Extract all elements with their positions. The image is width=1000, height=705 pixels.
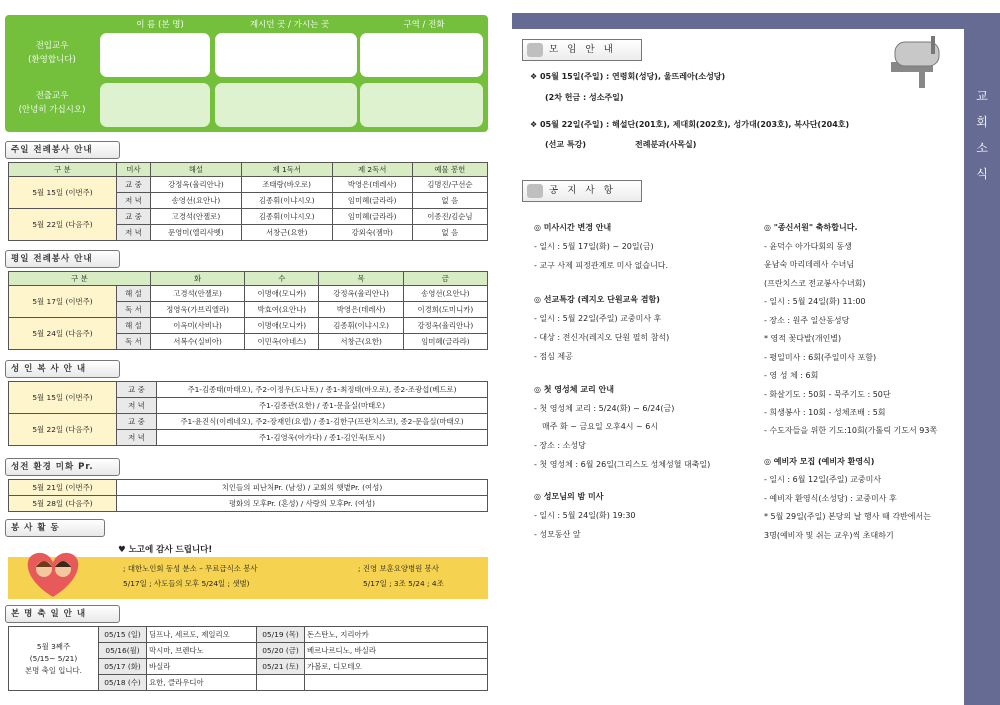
transfer-in-contact[interactable] xyxy=(360,33,483,77)
table-row: 05/17 (화) 바실라 05/21 (토) 가볼로, 디모테오 xyxy=(9,659,488,675)
table-row: 5월 28일 (다음주) 평화의 모후Pr. (혼성) / 사랑의 모후Pr. (여성) xyxy=(9,496,488,512)
col-header-name: 이 름 (본 명) xyxy=(136,20,184,30)
notice-section-title: 공 지 사 항 xyxy=(522,180,642,202)
adult-table xyxy=(8,479,488,512)
meeting-line4: (선교 특강) xyxy=(545,140,587,149)
table-row: 5월 21일 (이번주) 치인들의 피난처Pr. (남성) / 교회의 햇볕Pr. (여성) xyxy=(9,480,488,496)
transfer-in-label: 전입교우 (환영합니다) xyxy=(28,41,76,65)
sunday-section-title: 주일 전례봉사 안내 xyxy=(5,141,120,159)
altar-section-title: 성 인 복 사 안 내 xyxy=(5,360,120,378)
adult-section-title: 성전 환경 미화 Pr. xyxy=(5,458,120,476)
feast-week-label: 5월 3째주 (5/15~ 5/21) 본명 축일 입니다. xyxy=(9,627,99,691)
right-side-bar xyxy=(964,13,1000,705)
table-row: 저 녁 송영선(요안나) 김종휘(이냐시오) 임미혜(글라라) 없 음 xyxy=(9,193,488,209)
service-line2a: 5/17일 ; 사도들의 모후 5/24일 ; 샛별) xyxy=(123,579,250,588)
right-top-bar xyxy=(512,13,1000,29)
altar-table xyxy=(8,381,488,446)
service-banner xyxy=(8,541,488,599)
table-row: 5월 3째주 (5/15~ 5/21) 본명 축일 입니다. 05/15 (일) 딤프나, 세르도, 제일리오 05/19 (목) 돈스탄노, 지리아카 xyxy=(9,627,488,643)
feast-section-title: 본 명 축 일 안 내 xyxy=(5,605,120,623)
service-line2b: 5/17일 ; 3조 5/24 ; 4조 xyxy=(363,579,444,588)
table-row: 저 녁 문영미(엘리사벳) 서창근(요한) 강외숙(젬마) 없 음 xyxy=(9,225,488,241)
couple-illustration-icon xyxy=(18,541,88,599)
transfer-out-name[interactable] xyxy=(100,83,210,127)
meeting-line4b: 전례분과(사목실) xyxy=(635,140,697,149)
meeting-line2: (2차 헌금 : 성소주일) xyxy=(545,93,624,102)
table-row: 5월 24일 (다음주) 해 설 이옥미(사비나) 이명애(모니카) 김종휘(이냐시오) 강정옥(율리안나) xyxy=(9,318,488,334)
table-row: 독 서 정영욱(가브리엘라) 박효여(요안나) 박영은(데레사) 이경희(도미니카) xyxy=(9,302,488,318)
notebook-icon xyxy=(527,43,543,57)
sunday-table xyxy=(8,162,488,241)
meeting-line1: ❖ 05월 15일(주일) : 연령회(성당), 울뜨레아(소성당) xyxy=(530,72,726,81)
transfer-out-label: 전출교우 (안녕히 가십시오) xyxy=(18,91,86,115)
table-row: 5월 22일 (다음주) 교 중 주1-윤진식(이레네오), 주2-장재민(요셉) / 종1-김한구(프란치스코), 종2-문을실(마태오) xyxy=(9,414,488,430)
table-row: 저 녁 주1-김영욱(아가다) / 종1-김인욱(토시) xyxy=(9,430,488,446)
table-row: 독 서 서복수(실비아) 이민옥(아네스) 서창근(요한) 임미혜(글라라) xyxy=(9,334,488,350)
transfer-in-place[interactable] xyxy=(215,33,357,77)
transfer-out-contact[interactable] xyxy=(360,83,483,127)
service-thanks: ♥ 노고에 감사 드립니다! xyxy=(118,545,213,555)
table-row: 5월 17일 (이번주) 해 설 고경석(안젤로) 이명애(모니카) 강정옥(율리안나) 송영선(요안나) xyxy=(9,286,488,302)
service-line1a: ; 대한노인회 동성 분소 – 무료급식소 봉사 xyxy=(123,564,258,573)
service-section-title: 봉 사 활 동 xyxy=(5,519,105,537)
col-header-contact: 구역 / 전화 xyxy=(403,20,445,30)
transfer-out-place[interactable] xyxy=(215,83,357,127)
weekday-section-title: 평일 전례봉사 안내 xyxy=(5,250,120,268)
table-row: 5월 15일 (이번주) 교 중 주1-김종태(마태오), 주2-이정우(도나토) / 종1-최정태(바오로), 종2-조광섭(베드로) xyxy=(9,382,488,398)
meeting-section-title: 모 임 안 내 xyxy=(522,39,642,61)
feast-table xyxy=(8,626,488,691)
table-row: 05/18 (수) 요한, 클라우디아 xyxy=(9,675,488,691)
table-header-row: 구 분 미사 해설 제 1독서 제 2독서 예물 봉헌 xyxy=(9,163,488,177)
table-row: 5월 22일 (다음주) 교 중 고경석(안젤로) 김종휘(이냐시오) 임미혜(글라라) 이종진/김순님 xyxy=(9,209,488,225)
mailbox-illustration-icon xyxy=(885,32,955,90)
table-row: 5월 15일 (이번주) 교 중 강정옥(율리안나) 조태랑(바오로) 박영은(데레사) 김명진/구선순 xyxy=(9,177,488,193)
church-news-vertical-label: 교 회 소 식 xyxy=(976,89,988,181)
notebook-icon xyxy=(527,184,543,198)
meeting-line3: ❖ 05월 22일(주일) : 해설단(201호), 제대회(202호), 성가대(203호), 복사단(204호) xyxy=(530,120,850,129)
weekday-table xyxy=(8,271,488,350)
transfer-in-name[interactable] xyxy=(100,33,210,77)
table-row: 05/16(월) 막시마, 브렌다노 05/20 (금) 베르나르디노, 바실라 xyxy=(9,643,488,659)
col-header-place: 계시던 곳 / 가시는 곳 xyxy=(249,20,330,30)
service-line1b: ; 진영 보훈요양병원 봉사 xyxy=(358,564,439,573)
table-row: 저 녁 주1-김종관(요한) / 종1-문을실(마태오) xyxy=(9,398,488,414)
newcomer-box xyxy=(5,15,488,132)
table-header-row: 구 분 화 수 목 금 xyxy=(9,272,488,286)
